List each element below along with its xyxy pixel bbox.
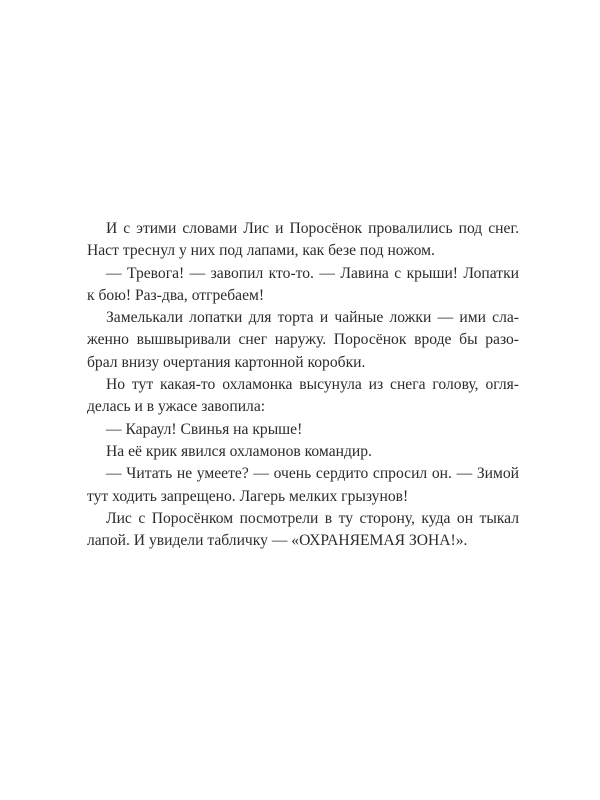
text-line: к бою! Раз-два, отгребаем! [87,286,265,304]
text-line: делась и в ужасе завопила: [87,398,266,416]
text-line: тут ходить запрещено. Лагерь мелких грызунов! [87,487,409,505]
text-line: женно вышвыривали снег наружу. Поросёнок вроде бы разо- [87,331,519,349]
text-line: На её крик явился охламонов командир. [106,442,372,460]
book-page-text [87,218,519,552]
text-line: — Караул! Свинья на крыше! [106,420,303,438]
text-line: И с этими словами Лис и Поросёнок провалились под снег. [106,220,519,237]
text-line: Лис с Поросёнком посмотрели в ту сторону, куда он тыкал [106,509,519,527]
text-line: — Тревога! — завопил кто-то. — Лавина с крыши! Лопатки [106,264,519,282]
text-line: брал внизу очертания картонной коробки. [87,353,366,371]
text-line: Наст треснул у них под лапами, как безе под ножом. [87,242,435,260]
text-line: лапой. И увидели табличку — «ОХРАНЯЕМАЯ ЗОНА!». [87,532,468,550]
text-line: Замелькали лопатки для торта и чайные ложки — ими сла- [106,309,519,327]
text-line: Но тут какая-то охламонка высунула из снега голову, огля- [106,376,519,394]
text-line: — Читать не умеете? — очень сердито спросил он. — Зимой [106,465,519,483]
